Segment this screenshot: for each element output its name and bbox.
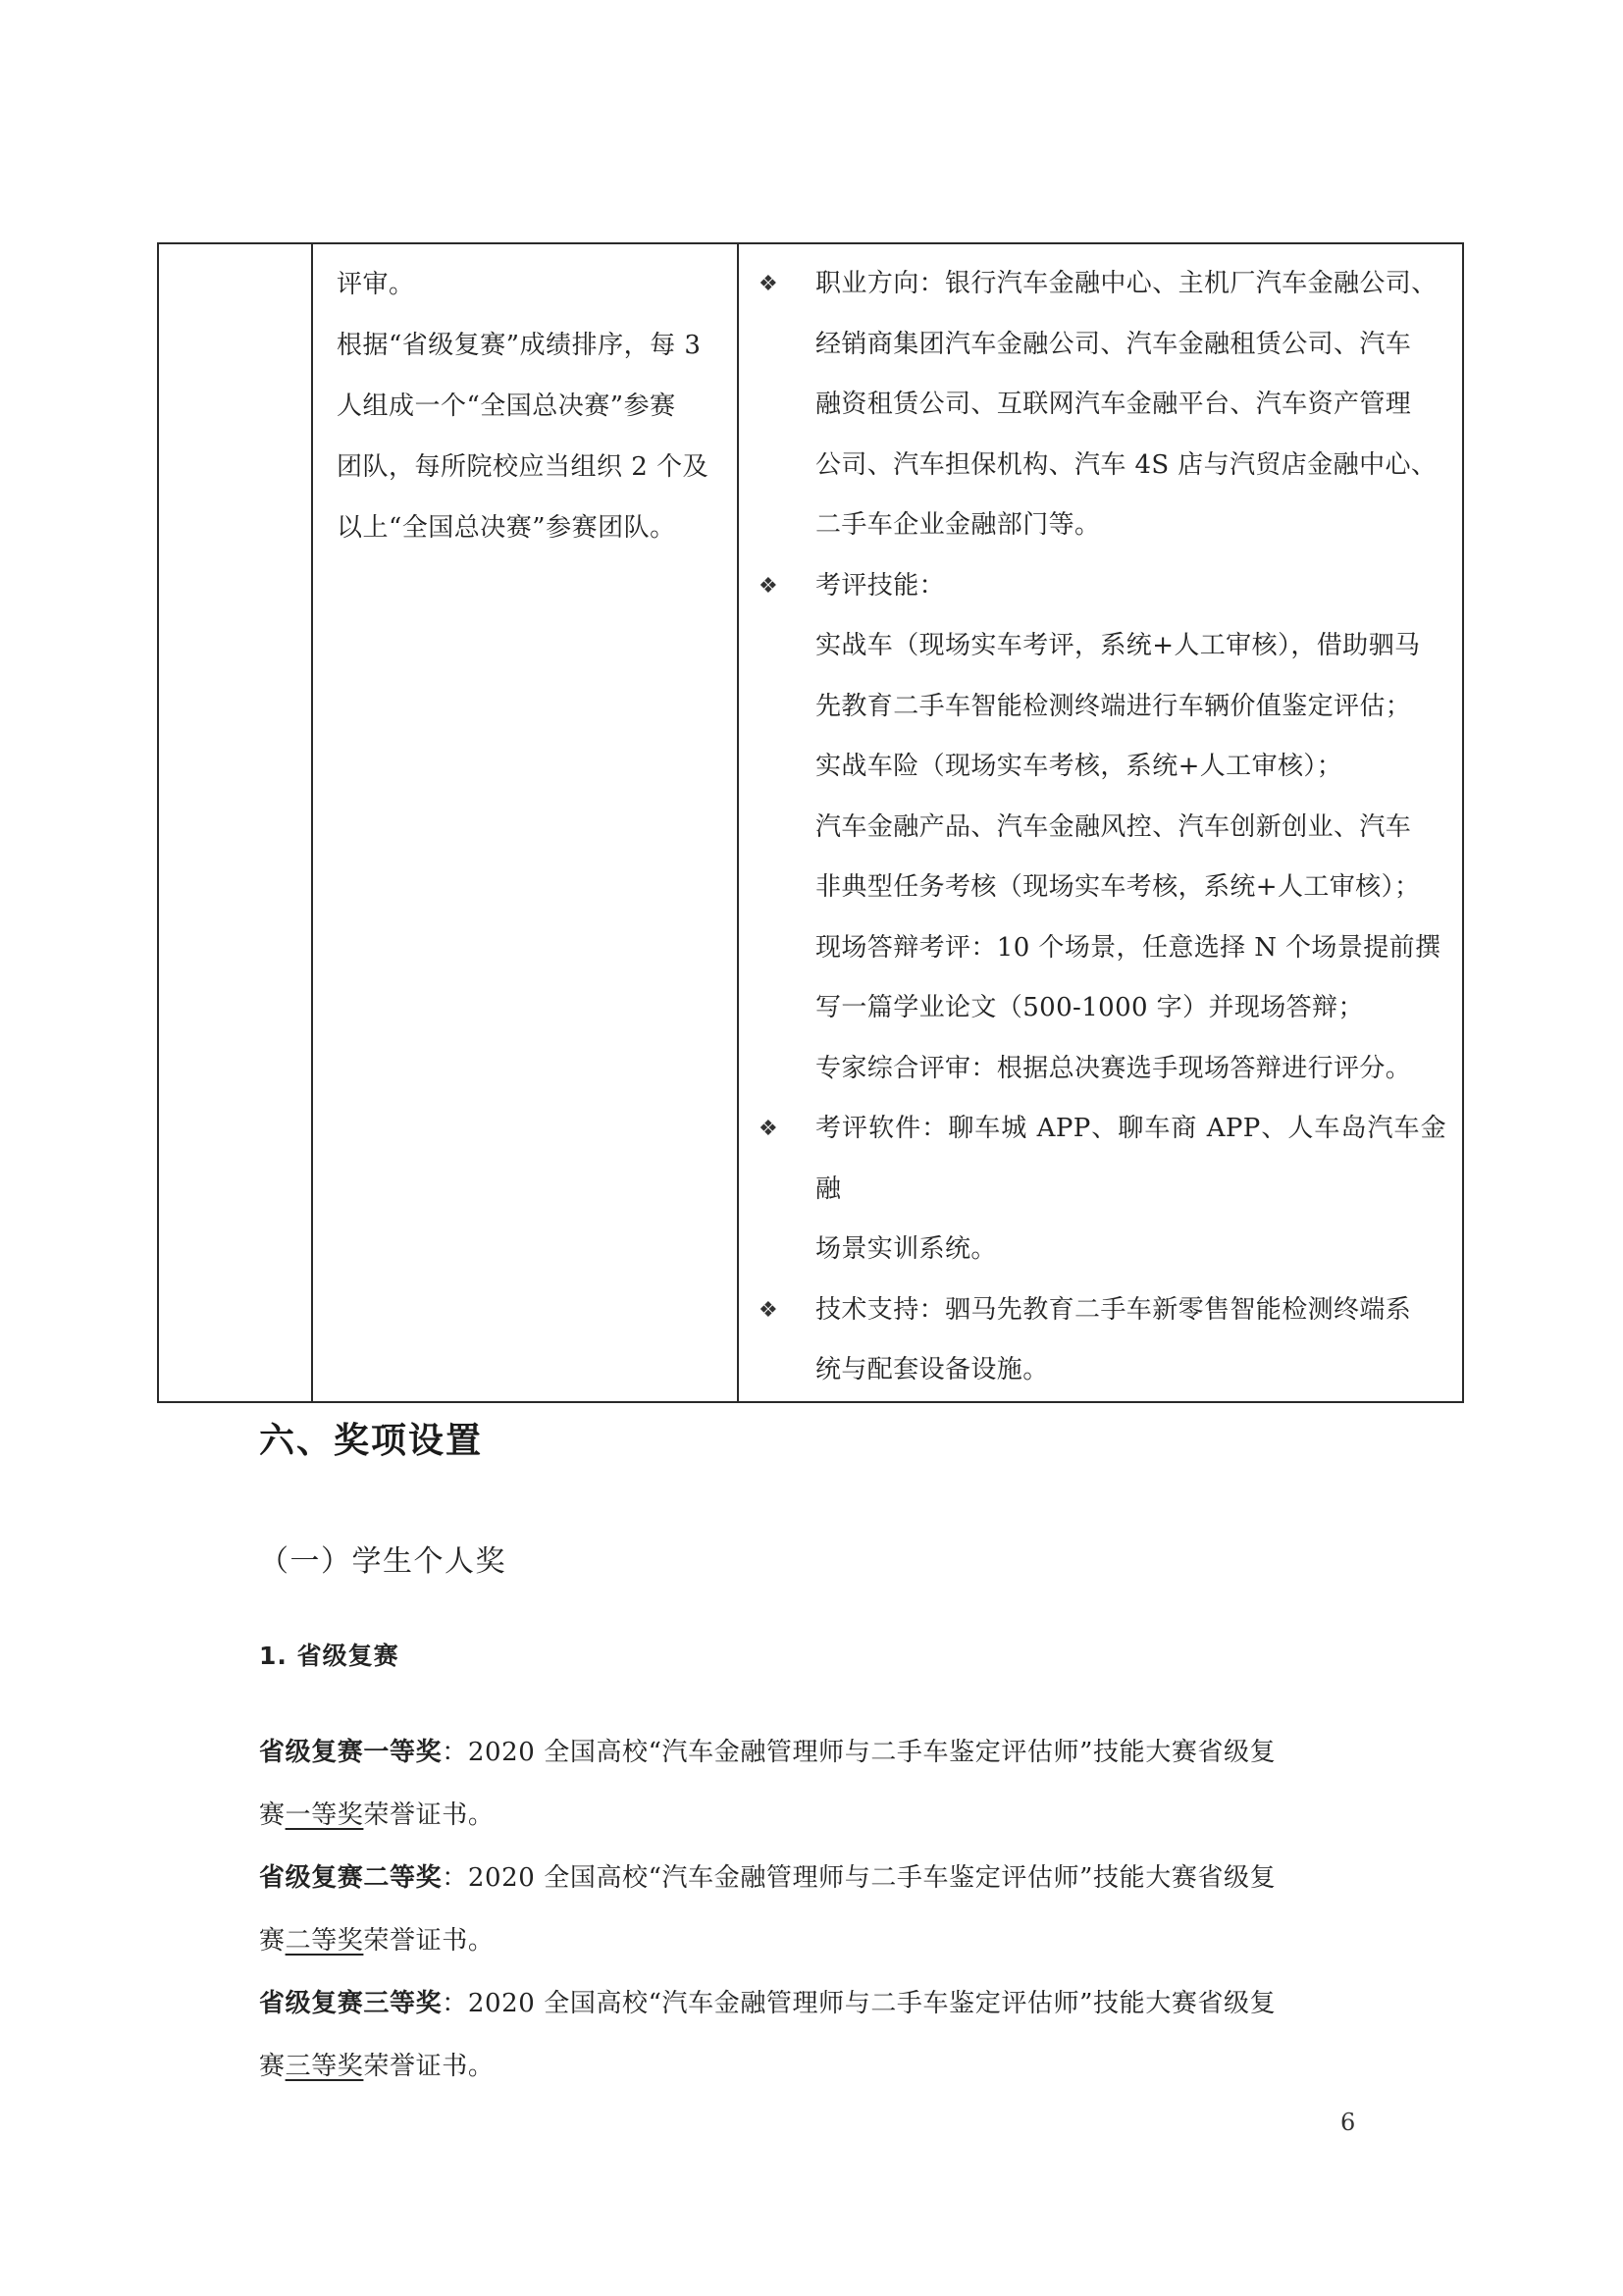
award-label: 省级复赛二等奖: [259, 1863, 443, 1893]
list-item: [755, 1280, 1446, 1401]
rules-line: 根据“省级复赛”成绩排序，每 3: [337, 331, 702, 360]
award-text: 荣誉证书。: [363, 2052, 495, 2081]
rules-line: 团队，每所院校应当组织 2 个及: [337, 452, 709, 482]
list-item: [755, 254, 1446, 556]
award-text: 荣誉证书。: [363, 1926, 495, 1956]
award-label: 省级复赛三等奖: [259, 1989, 443, 2018]
page-number: 6: [1340, 2109, 1356, 2136]
competition-table: [157, 242, 1464, 1403]
table-cell-empty: [158, 243, 312, 1402]
award-paragraph: [259, 1847, 1368, 1972]
table-cell-rules: [312, 243, 738, 1402]
award-rank: 一等奖: [285, 1800, 364, 1830]
rules-line: 以上“全国总决赛”参赛团队。: [337, 513, 676, 543]
subsubsection-heading: 1. 省级复赛: [259, 1642, 399, 1670]
details-line: 非典型任务考核（现场实车考核，系统+人工审核）；: [815, 872, 1421, 902]
rules-line: 评审。: [337, 270, 415, 299]
diamond-bullet-icon: ❖: [759, 1297, 779, 1323]
table-cell-details: [738, 243, 1463, 1402]
award-paragraph: [259, 1972, 1368, 2098]
award-paragraph: [259, 1721, 1368, 1847]
award-text: 荣誉证书。: [363, 1800, 495, 1830]
award-description: 2020 全国高校“汽车金融管理师与二手车鉴定评估师”技能大赛省级复: [467, 1738, 1277, 1767]
details-line: 场景实训系统。: [815, 1234, 997, 1264]
award-colon: ：: [442, 1989, 468, 2018]
list-item: [755, 556, 1446, 1100]
award-text: 赛: [259, 2052, 286, 2081]
details-line: 写一篇学业论文（500-1000 字）并现场答辩；: [815, 993, 1364, 1022]
award-label: 省级复赛一等奖: [259, 1738, 443, 1767]
diamond-bullet-icon: ❖: [759, 1117, 779, 1141]
details-line: 公司、汽车担保机构、汽车 4S 店与汽贸店金融中心、: [815, 449, 1438, 480]
list-item: [755, 1099, 1446, 1280]
table-row: [158, 243, 1463, 1402]
details-line: 汽车金融产品、汽车金融风控、汽车创新创业、汽车: [815, 811, 1412, 842]
diamond-bullet-icon: ❖: [759, 573, 779, 599]
award-text: 赛: [259, 1926, 286, 1956]
details-line: 考评软件：聊车城 APP、聊车商 APP、人车岛汽车金融: [815, 1114, 1446, 1204]
subsection-heading: （一）学生个人奖: [259, 1544, 506, 1579]
award-rank: 三等奖: [285, 2052, 364, 2081]
award-rank: 二等奖: [285, 1926, 364, 1956]
diamond-bullet-icon: ❖: [759, 272, 779, 296]
details-line: 考评技能：: [815, 570, 946, 600]
details-line: 实战车（现场实车考评，系统+人工审核），借助驷马: [815, 631, 1421, 660]
details-line: 统与配套设备设施。: [815, 1355, 1049, 1384]
award-colon: ：: [442, 1738, 468, 1767]
details-line: 融资租赁公司、互联网汽车金融平台、汽车资产管理: [815, 390, 1412, 419]
details-line: 专家综合评审：根据总决赛选手现场答辩进行评分。: [815, 1053, 1412, 1083]
section-heading: 六、奖项设置: [259, 1421, 484, 1461]
details-line: 二手车企业金融部门等。: [815, 510, 1101, 540]
details-line: 职业方向：银行汽车金融中心、主机厂汽车金融公司、: [815, 269, 1438, 298]
details-list: [739, 244, 1462, 1401]
rules-line: 人组成一个“全国总决赛”参赛: [337, 391, 676, 421]
details-line: 实战车险（现场实车考核，系统+人工审核）；: [815, 752, 1343, 781]
details-line: 经销商集团汽车金融公司、汽车金融租赁公司、汽车: [815, 329, 1412, 359]
award-description: 2020 全国高校“汽车金融管理师与二手车鉴定评估师”技能大赛省级复: [467, 1989, 1277, 2018]
award-colon: ：: [442, 1863, 468, 1893]
award-text: 赛: [259, 1800, 286, 1830]
details-line: 现场答辩考评：10 个场景，任意选择 N 个场景提前撰: [815, 932, 1441, 963]
details-line: 技术支持：驷马先教育二手车新零售智能检测终端系: [815, 1294, 1412, 1325]
award-description: 2020 全国高校“汽车金融管理师与二手车鉴定评估师”技能大赛省级复: [467, 1863, 1277, 1893]
details-line: 先教育二手车智能检测终端进行车辆价值鉴定评估；: [815, 691, 1412, 721]
